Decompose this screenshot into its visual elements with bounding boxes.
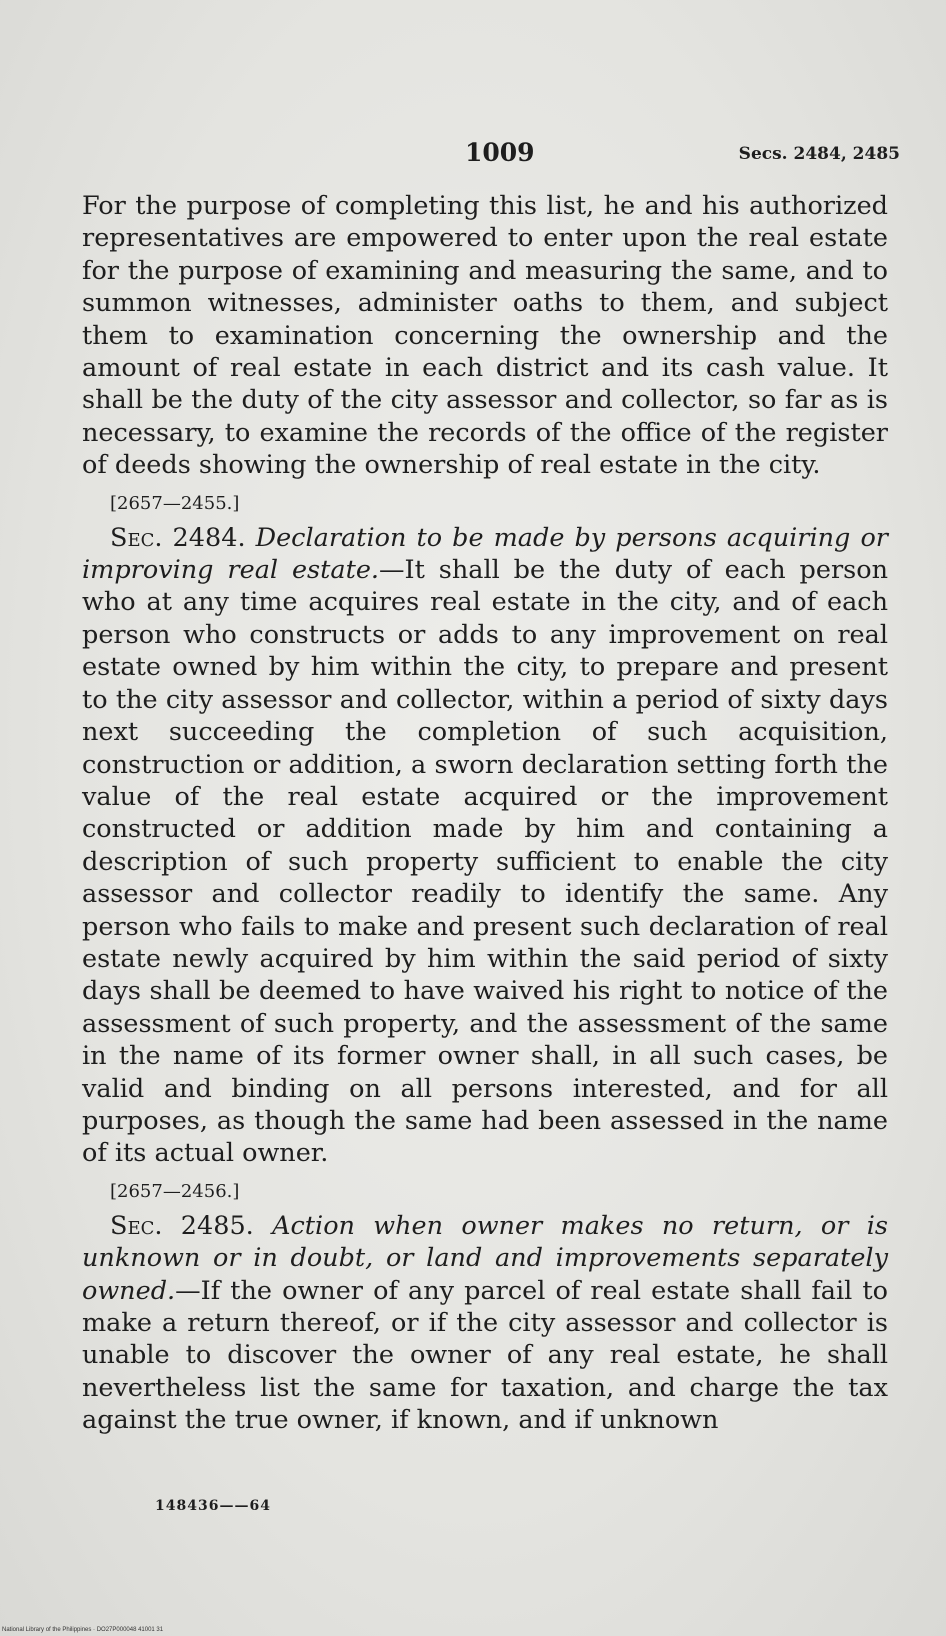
print-code: 148436——64 <box>155 1498 271 1514</box>
section-2484-text: —It shall be the duty of each person who at any time acquires real estate in the city, and of each person who constructs or adds to any improvement on real estate owned by him within the city, to prepare and present to the city assessor and collector, within a period of sixty days next succeeding the completion of such acquisition, construction or addition, a sworn declaration setting forth the value of the real estate acquired or the improvement constructed or addition made by him and containing a description of such property sufficient to enable the city assessor and collector readily to identify the same. Any person who fails to make and present such declaration of real estate newly acquired by him within the said period of sixty days shall be deemed to have waived his right to notice of the assessment of such property, and the assessment of the same in the name of its former owner shall, in all such cases, be valid and binding on all persons interested, and for all purposes, as though the same had been assessed in the name of its actual owner. <box>82 555 888 1169</box>
section-2484-title: Declaration to be made by persons acquiring or improving real estate. <box>82 522 888 586</box>
reference-2485: [2657—2456.] <box>110 1180 240 1202</box>
section-2485 <box>82 1210 888 1437</box>
body-text <box>82 190 888 1437</box>
section-2485-label: Sec. 2485. <box>110 1210 254 1241</box>
section-2484 <box>82 522 888 1170</box>
intro-paragraph: For the purpose of completing this list, he and his authorized representatives are empowered to enter upon the real estate for the purpose of examining and measuring the same, and to summon witnesses, administer oaths to them, and subject them to examination concerning the ownership and the amount of real estate in each district and its cash value. It shall be the duty of the city assessor and collector, so far as is necessary, to examine the records of the office of the register of deeds showing the ownership of real estate in the city. <box>82 191 888 481</box>
section-2485-text: —If the owner of any parcel of real estate shall fail to make a return thereof, or if the city assessor and collector is unable to discover the owner of any real estate, he shall nevertheless list the same for taxation, and charge the tax against the true owner, if known, and if unknown <box>82 1275 888 1436</box>
page-header <box>80 138 900 174</box>
page-number: 1009 <box>465 138 535 167</box>
section-2485-title: Action when owner makes no return, or is unknown or in doubt, or land and improvements separately owned. <box>82 1210 888 1306</box>
section-2484-label: Sec. 2484. <box>110 522 246 553</box>
section-range: Secs. 2484, 2485 <box>738 144 900 164</box>
scan-credit: National Library of the Philippines · DO27P000048 41001 31 <box>2 1627 164 1633</box>
reference-2484: [2657—2455.] <box>110 492 240 514</box>
